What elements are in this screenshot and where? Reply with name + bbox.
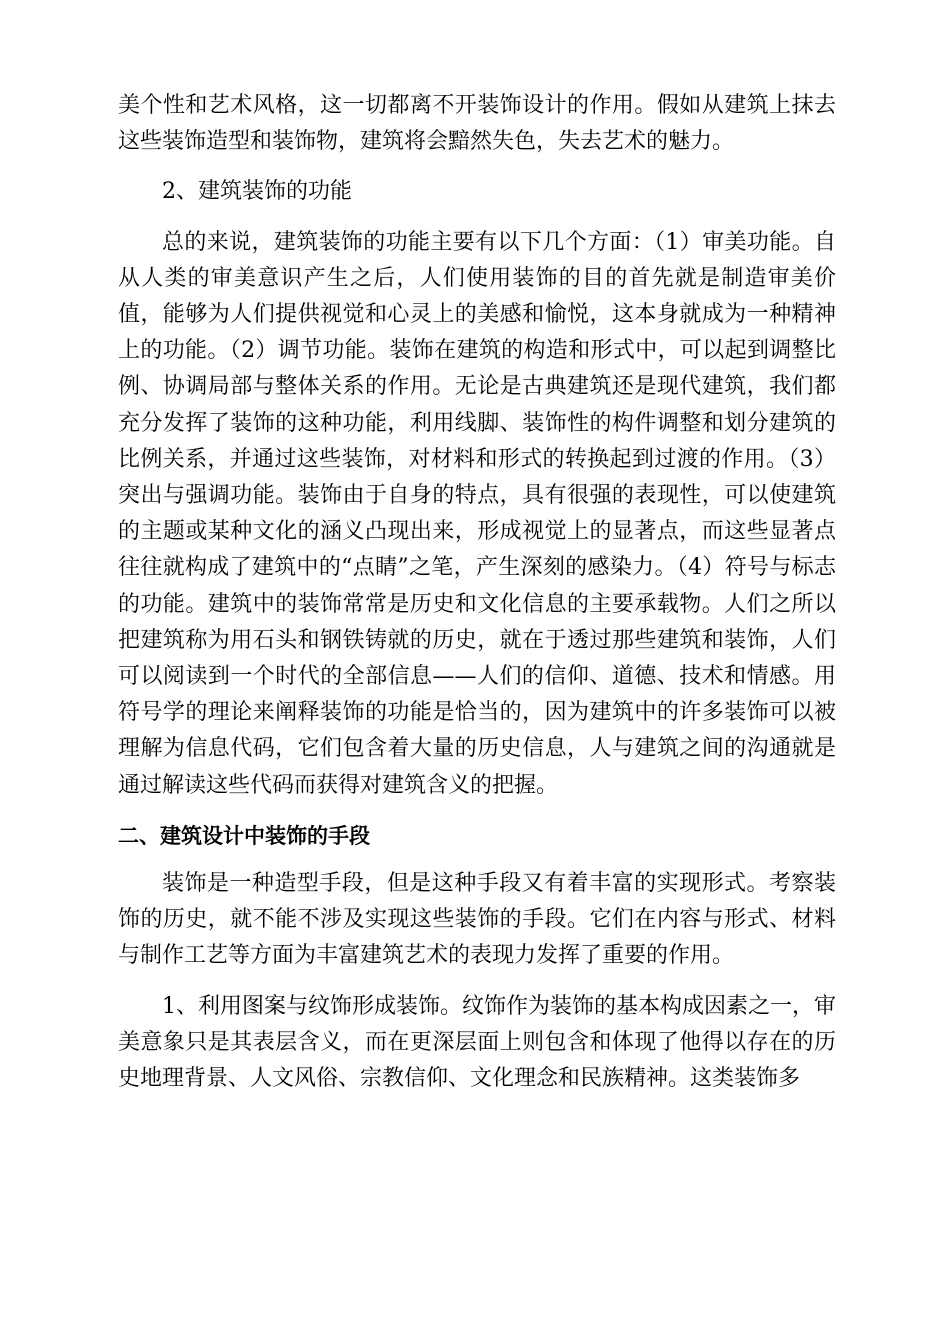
- paragraph-continuation: 美个性和艺术风格，这一切都离不开装饰设计的作用。假如从建筑上抹去这些装饰造型和装饰物，建筑将会黯然失色，失去艺术的魅力。: [118, 93, 836, 155]
- paragraph-means-intro: 装饰是一种造型手段，但是这种手段又有着丰富的实现形式。考察装饰的历史，就不能不涉及实现这些装饰的手段。它们在内容与形式、材料与制作工艺等方面为丰富建筑艺术的表现力发挥了重要的作用。: [118, 871, 836, 969]
- document-page: [118, 88, 836, 1097]
- section-heading: 二、建筑设计中装饰的手段: [118, 823, 370, 848]
- subheading-functions: 2、建筑装饰的功能: [162, 179, 352, 205]
- paragraph-patterns: 1、利用图案与纹饰形成装饰。纹饰作为装饰的基本构成因素之一，审美意象只是其表层含义，而在更深层面上则包含和体现了他得以存在的历史地理背景、人文风俗、宗教信仰、文化理念和民族精神。这类装饰多: [118, 993, 836, 1092]
- paragraph-functions: 总的来说，建筑装饰的功能主要有以下几个方面：（1）审美功能。自从人类的审美意识产生之后，人们使用装饰的目的首先就是制造审美价值，能够为人们提供视觉和心灵上的美感和愉悦，这本身就成为一种精神上的功能。（2）调节功能。装饰在建筑的构造和形式中，可以起到调整比例、协调局部与整体关系的作用。无论是古典建筑还是现代建筑，我们都充分发挥了装饰的这种功能，利用线脚、装饰性的构件调整和划分建筑的比例关系，并通过这些装饰，对材料和形式的转换起到过渡的作用。（3）突出与强调功能。装饰由于自身的特点，具有很强的表现性，可以使建筑的主题或某种文化的涵义凸现出来，形成视觉上的显著点，而这些显著点往往就构成了建筑中的“点睛”之笔，产生深刻的感染力。（4）符号与标志的功能。建筑中的装饰常常是历史和文化信息的主要承载物。人们之所以把建筑称为用石头和钢铁铸就的历史，就在于透过那些建筑和装饰，人们可以阅读到一个时代的全部信息——人们的信仰、道德、技术和情感。用符号学的理论来阐释装饰的功能是恰当的，因为建筑中的许多装饰可以被理解为信息代码，它们包含着大量的历史信息，人与建筑之间的沟通就是通过解读这些代码而获得对建筑含义的把握。: [118, 229, 836, 798]
